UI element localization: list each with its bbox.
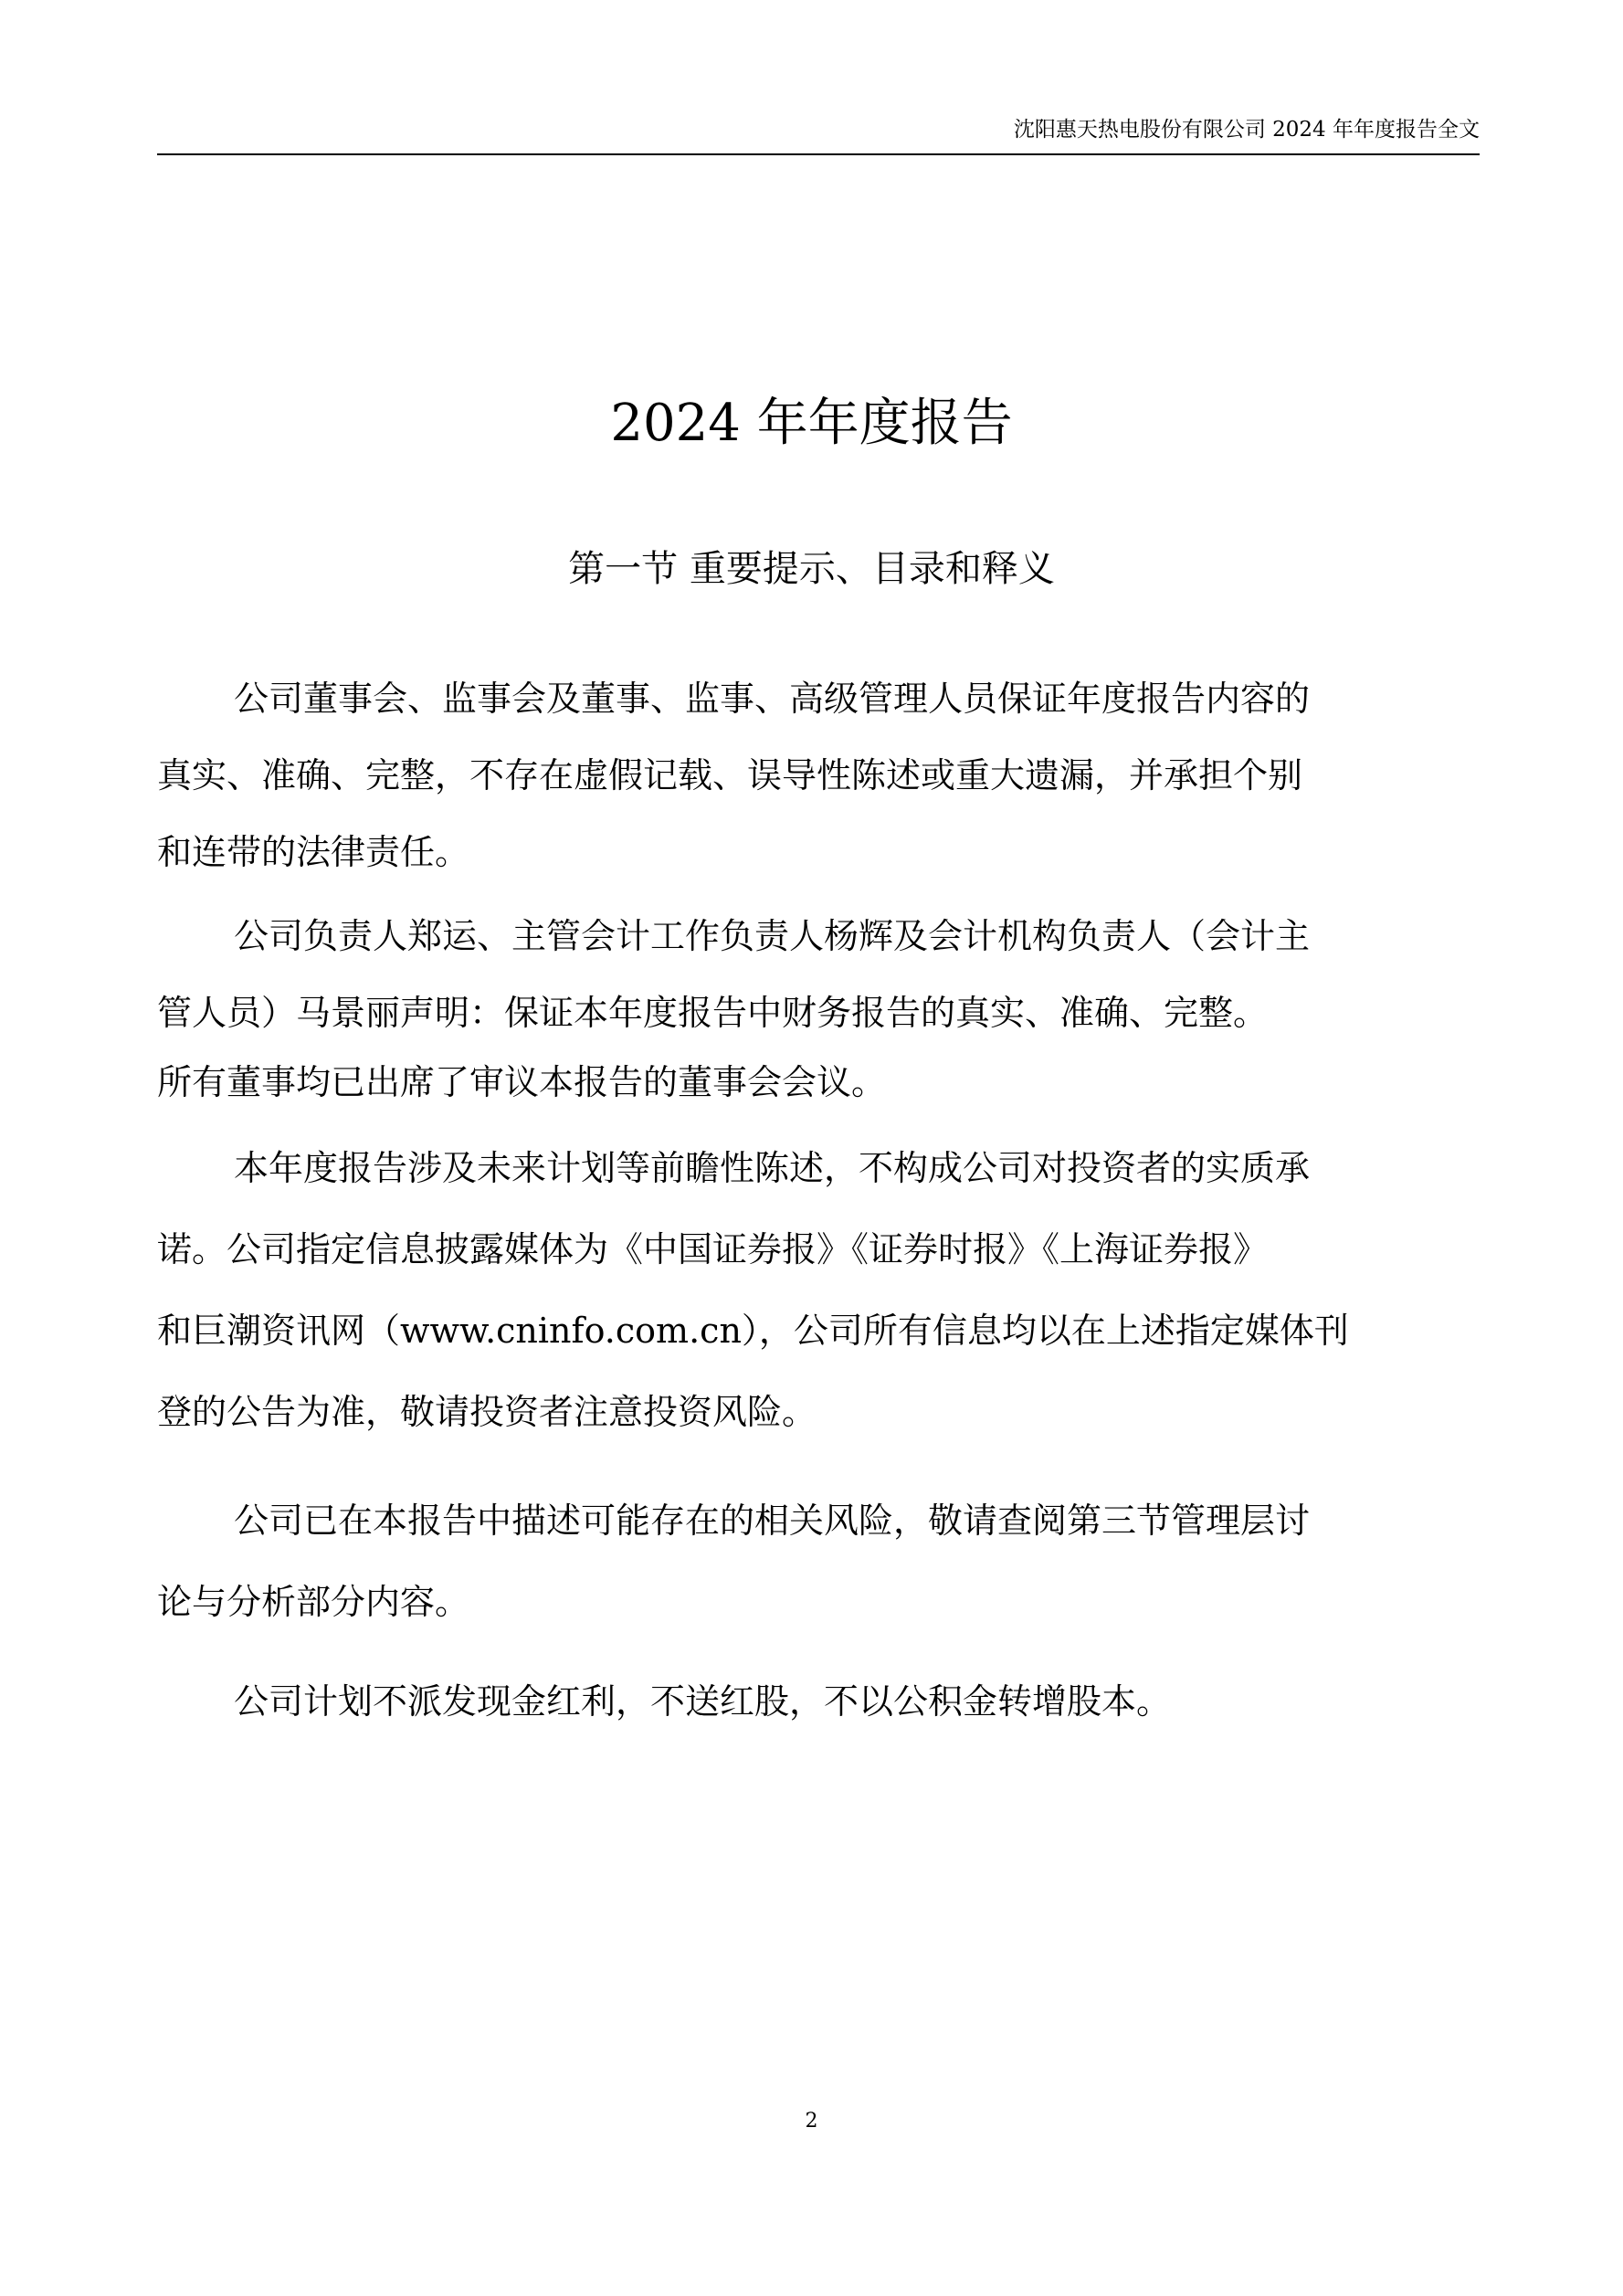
paragraph-line: 和连带的法律责任。: [157, 832, 470, 872]
running-header-title: 沈阳惠天热电股份有限公司 2024 年年度报告全文: [1013, 118, 1480, 142]
paragraph-line: 所有董事均已出席了审议本报告的董事会会议。: [157, 1062, 887, 1102]
page-number: 2: [805, 2110, 818, 2133]
paragraph-line: 公司已在本报告中描述可能存在的相关风险，敬请查阅第三节管理层讨: [234, 1501, 1311, 1541]
paragraph-line: 论与分析部分内容。: [157, 1582, 470, 1622]
paragraph-line: 登的公告为准，敬请投资者注意投资风险。: [157, 1392, 817, 1432]
document-title: 2024 年年度报告: [610, 394, 1013, 453]
paragraph-line: 公司计划不派发现金红利，不送红股，不以公积金转增股本。: [234, 1681, 1172, 1722]
running-header: [157, 113, 1480, 155]
paragraph-line: 诺。公司指定信息披露媒体为《中国证券报》《证券时报》《上海证券报》: [157, 1229, 1269, 1269]
paragraph-line: 和巨潮资讯网（www.cninfo.com.cn），公司所有信息均以在上述指定媒体刊: [157, 1311, 1349, 1351]
paragraph-line: 公司董事会、监事会及董事、监事、高级管理人员保证年度报告内容的: [234, 679, 1311, 719]
section-title: 第一节 重要提示、目录和释义: [568, 548, 1055, 590]
paragraph-line: 本年度报告涉及未来计划等前瞻性陈述，不构成公司对投资者的实质承: [234, 1148, 1311, 1188]
paragraph-line: 公司负责人郑运、主管会计工作负责人杨辉及会计机构负责人（会计主: [234, 916, 1311, 956]
paragraph-line: 管人员）马景丽声明：保证本年度报告中财务报告的真实、准确、完整。: [157, 993, 1269, 1033]
paragraph-line: 真实、准确、完整，不存在虚假记载、误导性陈述或重大遗漏，并承担个别: [157, 755, 1303, 795]
